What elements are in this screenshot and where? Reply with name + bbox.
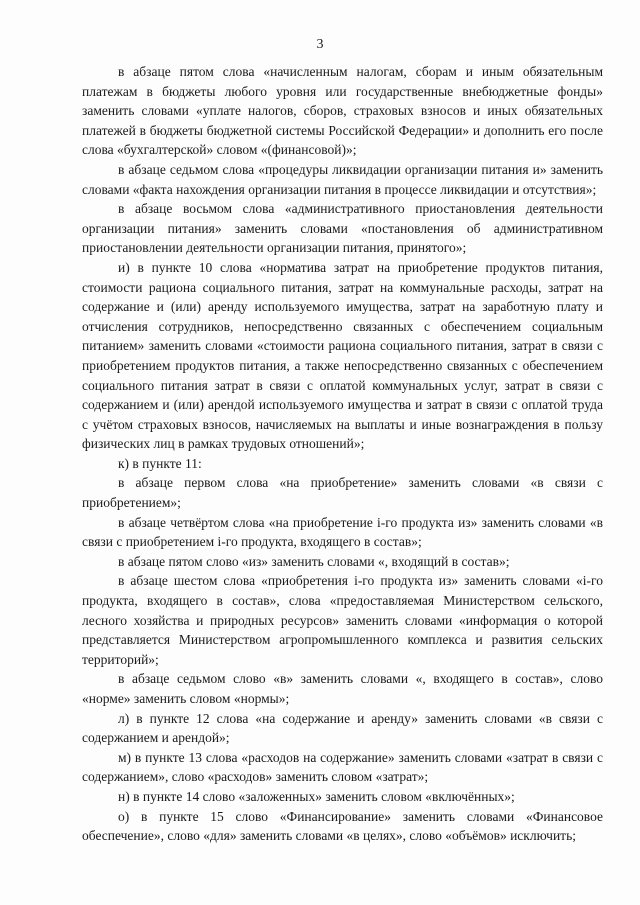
page-number: 3 — [316, 37, 324, 52]
paragraph: в абзаце шестом слова «приобретения i-го продукта из» заменить словами «i-го продукта, входящего в состав», слова «предоставляемая Министерством сельского, лесного хозяйства и природных ресурсов» заменить словами «информация о которой представляется Министерством агропромышленного комплекса и развития сельских территорий»; — [82, 573, 603, 667]
paragraph: к) в пункте 11: — [118, 455, 202, 471]
paragraph: в абзаце восьмом слова «административного приостановления деятельности организации питания» заменить словами «постановления об административном приостановлении деятельности организации питания, принятого»; — [82, 201, 603, 256]
paragraph: м) в пункте 13 слова «расходов на содержание» заменить словами «затрат в связи с содержанием», слово «расходов» заменить словом «затрат»; — [82, 749, 603, 785]
paragraph: н) в пункте 14 слово «заложенных» заменить словом «включённых»; — [118, 788, 515, 804]
paragraph: в абзаце пятом слова «начисленным налогам, сборам и иным обязательным платежам в бюджеты любого уровня или государственные внебюджетные фонды» заменить словами «уплате налогов, сборов, страховых взносов и иных обязательных платежей в бюджеты бюджетной системы Российской Федерации» и дополнить его после слова «бухгалтерской» словом «(финансовой)»; — [82, 64, 603, 158]
document-body — [82, 62, 603, 846]
paragraph: в абзаце пятом слово «из» заменить словами «, входящий в состав»; — [118, 553, 510, 569]
paragraph: о) в пункте 15 слово «Финансирование» заменить словами «Финансовое обеспечение», слово «для» заменить словами «в целях», слово «объёмов» исключить; — [82, 808, 603, 844]
paragraph: в абзаце седьмом слово «в» заменить словами «, входящего в состав», слово «норме» заменить словом «нормы»; — [82, 671, 603, 706]
paragraph: л) в пункте 12 слова «на содержание и аренду» заменить словами «в связи с содержанием и арендой»; — [82, 710, 603, 746]
paragraph: в абзаце первом слова «на приобретение» заменить словами «в связи с приобретением»; — [82, 475, 603, 511]
paragraph: в абзаце четвёртом слова «на приобретение i-го продукта из» заменить словами «в связи с приобретением i-го продукта, входящего в состав»; — [82, 514, 603, 550]
paragraph: и) в пункте 10 слова «норматива затрат на приобретение продуктов питания, стоимости рациона социального питания, затрат на коммунальные расходы, затрат на содержание и (или) аренду используемого имущества, затрат на заработную плату и отчисления сотрудников, непосредственно связанных с обеспечением социальным питанием» заменить словами «стоимости рациона социального питания, затрат в связи с приобретением продуктов питания, а также непосредственно связанных с обеспечением социального питания затрат в связи с оплатой коммунальных услуг, затрат в связи с содержанием и (или) арендой используемого имущества и затрат в связи с оплатой труда с учётом страховых взносов, начисляемых на выплаты и иные вознаграждения в пользу физических лиц в рамках трудовых отношений»; — [82, 259, 603, 452]
paragraph: в абзаце седьмом слова «процедуры ликвидации организации питания и» заменить словами «факта нахождения организации питания в процессе ликвидации и отсутствия»; — [82, 161, 603, 197]
